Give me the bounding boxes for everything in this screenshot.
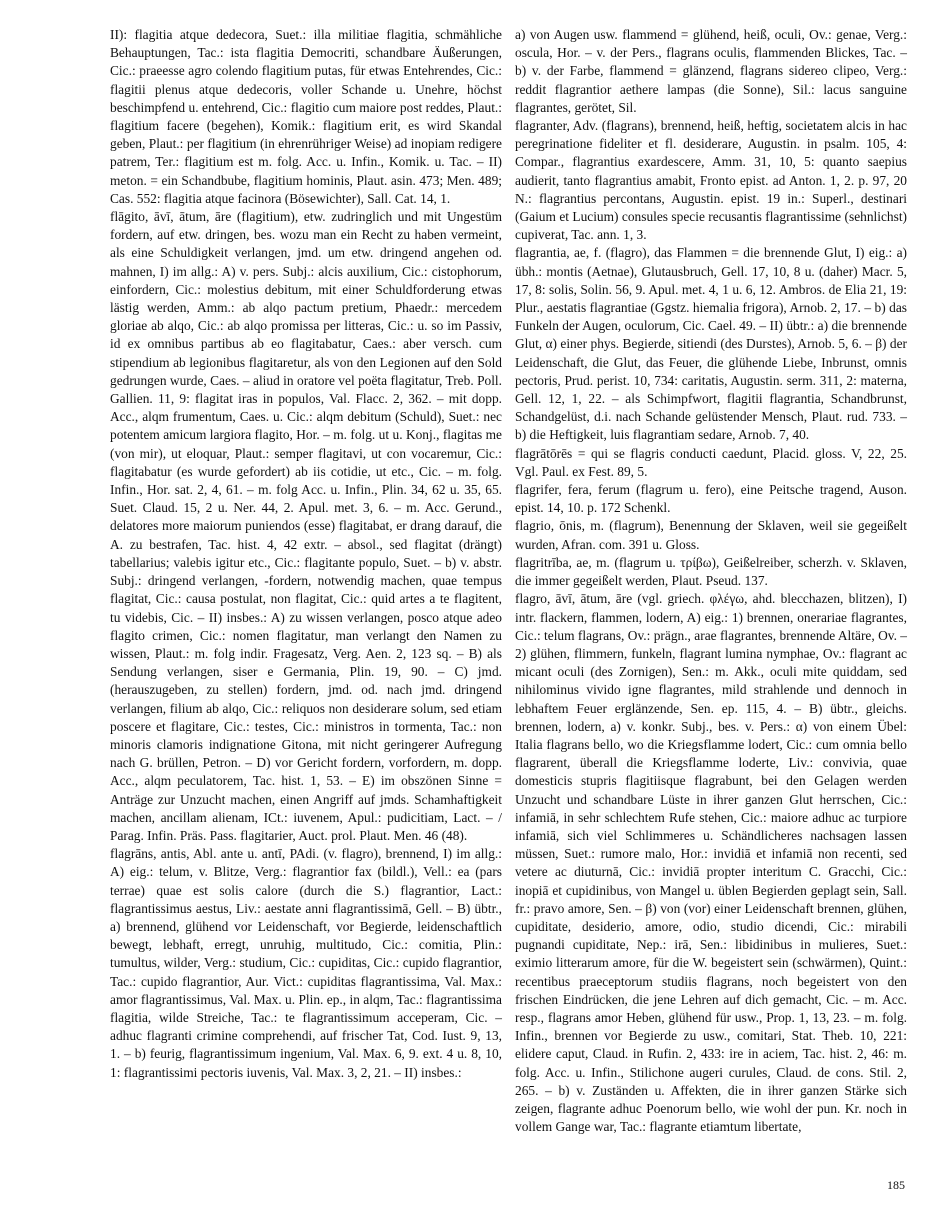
entry-flagrantia: flagrantia, ae, f. (flagro), das Flammen = die brennende Glut, I) eig.: a) übh.: montis (Aetnae), Glutausbruch, Gell. 17, 10, 8 u. (daher) Macr. 5, 17, 8: solis, Solin. 56, 9. Apul. met. 4, 1 u. 6, 12. Ambros. de Elia 21, 19: Plur., aestatis flagrantiae (Ggstz. hiemalia frigora), Arnob. 2, 17. – b) das Funkeln der Augen, oculorum, Cic. Cael. 49. – II) übtr.: a) die brennende Glut, α) einer phys. Begierde, sitiendi (des Durstes), Arnob. 5, 6. – β) der Leidenschaft, die Glut, das Feuer, die glühende Liebe, Inbrunst, omnis pectoris, Prud. perist. 10, 734: caritatis, Augustin. serm. 311, 2: materna, Gell. 12, 1, 22. – als Schimpfwort, flagitii flagrantia, Schandbrunst, Schandgelüst, d.i. nach Schande gelüstender Mensch, Plaut. rud. 733. – b) die Heftigkeit, luis flagrantiam sedare, Arnob. 7, 40. xyxy=(515,245,907,443)
entry-flagito: flāgito, āvī, ātum, āre (flagitium), etw. zudringlich und mit Ungestüm fordern, auf etw. dringen, bes. wozu man ein Recht zu haben vermeint, als eine Schuldigkeit verlangen, jmd. um etw. dringend angehen od. mahnen, I) im allg.: A) v. pers. Subj.: alcis auxilium, Cic.: cistophorum, einfordern, Cic.: molestius debitum, mit einer Schuldforderung etwas lästig werden, Amm.: ab alqo pactum pretium, Phaedr.: mercedem gloriae ab alqo, Cic.: ab alqo promissa per litteras, Cic.: u. so im Passiv, id ex omnibus partibus ab eo flagitabatur, Caes.: aber versch. cum stipendium ab legionibus flagitaretur, als von den Legionen auf den Sold gedrungen wurde, Caes. – aliud in oratore vel poëta flagitatur, Treb. Poll. Gallien. 11, 9: flagitat iras in populos, Val. Flacc. 2, 362. – mit dopp. Acc., alqm frumentum, Caes. u. Cic.: alqm debitum (Schuld), Suet.: nec potentem amicum largiora flagito, Hor. – m. folg. ut u. Konj., flagitas me (von mir), ut eloquar, Plaut.: semper flagitavi, ut con vocaremur, Cic.: flagitabatur (es wurde gefordert) ab iis cotidie, ut etc., Cic. – m. folg. Infin., Hor. sat. 2, 4, 61. – m. folg Acc. u. Infin., Plin. 34, 62 u. 35, 65. Suet. Claud. 15, 2 u. Ner. 44, 2. Apul. met. 3, 6. – m. Acc. Gerund., delatores more maiorum puniendos (esse) flagitabat, er drang darauf, die A. zu bestrafen, Tac. hist. 4, 42 extr. – absol., sed flagitat (drängt) tabellarius; valebis igitur etc., Cic.: flagitante populo, Suet. – b) v. abstr. Subj.: dringend verlangen, -fordern, notwendig machen, quae tempus flagitat, Cic.: causa postulat, non flagitat, Cic.: quid artes a te flagitent, tu videbis, Cic. – II) insbes.: A) zu wissen verlangen, posco atque adeo flagito crimen, Cic.: nomen flagitatur, man verlangt den Namen zu wissen, Plaut.: m. folg indir. Fragesatz, Verg. Aen. 2, 123 sq. – B) als Sendung verlangen, siser e Germania, Plin. 19, 90. – C) jmd. (herauszugeben, zu stellen) fordern, jmd. od. nach jmd. dringend verlangen, filium ab alqo, Cic.: reliquos non desiderare solum, sed etiam poscere et flagitare, Cic.: testes, Cic.: ministros in tormenta, Tac.: non minoris clamoris indignatione Gitona, mit nicht geringerer Aufregung nach G. brüllen, Petron. – D) vor Gericht fordern, vorfordern, m. dopp. Acc., alqm peculatorem, Tac. hist. 1, 53. – E) im obszönen Sinne = Anträge zur Unzucht machen, einen Angriff auf jmds. Schamhaftigkeit machen, ancillam alienam, ICt.: iuvenem, Apul.: pudicitiam, Lact. – / Parag. Infin. Präs. Pass. flagitarier, Auct. prol. Plaut. Men. 46 (48). xyxy=(110,209,502,843)
entry-flagritriba: flagritrība, ae, m. (flagrum u. τρίβω), Geißelreiber, scherzh. v. Sklaven, die immer gegeißelt werden, Plaut. Pseud. 137. xyxy=(515,554,907,589)
entry-flagrifer: flagrifer, fera, ferum (flagrum u. fero), eine Peitsche tragend, Auson. epist. 14, 10. p. 172 Schenkl. xyxy=(515,482,907,516)
right-column xyxy=(515,26,907,1136)
entry-flagrans: flagrāns, antis, Abl. ante u. antī, PAdi. (v. flagro), brennend, I) im allg.: A) eig.: telum, v. Blitze, Verg.: flagrantior fax (bildl.), Vell.: ea (pars terrae) quae est solis calore (durch die S.) flagrantior, Lact.: flagrantissimus aestus, Liv.: aestate anni flagrantissimā, Gell. – B) übtr., a) brennend, glühend vor Leidenschaft, vor Begierde, leidenschaftlich bewegt, lebhaft, erregt, unruhig, multitudo, Cic.: comitia, Plin.: tumultus, wilder, Verg.: studium, Cic.: cupiditas, Cic.: cupido flagrantior, Tac.: cupido flagrantior, Aur. Vict.: cupiditas flagrantissima, Val. Max.: amor flagrantissimus, Val. Max. u. Plin. ep., in alqm, Tac.: flagrantissima flagitia, wilde Streiche, Tac.: te flagrantissimum acceperam, Cic. – adhuc flagranti crimine comprehendi, auf frischer Tat, Cod. Iust. 9, 13, 1. – b) feurig, flagrantissimum ingenium, Val. Max. 6, 9. ext. 4 u. 8, 10, 1: flagrantissimi pectoris iuvenis, Val. Max. 3, 2, 21. – II) insbes.: xyxy=(110,846,502,1080)
entry-flagrans-cont: a) von Augen usw. flammend = glühend, heiß, oculi, Ov.: genae, Verg.: oscula, Hor. – v. der Pers., flagrans oculis, flammenden Blickes, Tac. – b) v. der Farbe, flammend = glänzend, flagrans sidereo clipeo, Verg.: reddit flagrantior aethere lampas (die Sonne), Sil.: lacus sanguine flagrantes, gerötet, Sil. xyxy=(515,27,907,115)
entry-flagro: flagro, āvī, ātum, āre (vgl. griech. φλέγω, ahd. blecchazen, blitzen), I) intr. flackern, flammen, lodern, A) eig.: 1) brennen, onerariae flagrantes, Cic.: telum flagrans, Ov.: prägn., arae flagrantes, brennende Altäre, Ov. – 2) glühen, flimmern, funkeln, flagrant lumina nymphae, Ov.: flagrant ac micant oculi (des Zornigen), Sen.: m. Akk., oculi mite quiddam, sed nihilominus vivido igne flagrantes, mild strahlende und dennoch in lebhaftem Feuer erglänzende, Sen. ep. 115, 4. – B) übtr., gleichs. brennen, lodern, a) v. konkr. Subj., bes. v. Pers.: α) von einem Übel: Italia flagrans bello, wo die Kriegsflamme lodert, Cic.: cum omnia bello flagrarent, überall die Kriegsflamme loderte, Liv.: convivia, quae domesticis stupris flagitiisque flagrabunt, bei den Gelagen werden Unzucht und schandbare Lüste in ihrer ganzen Glut herrschen, Cic.: infamiā, in sehr schlechtem Rufe stehen, Cic.: maiore adhuc ac turpiore infamiā, sich viel Schlimmeres u. Schändlicheres nachsagen lassen müssen, Suet.: rumore malo, Hor.: invidiā et infamiā non recenti, sed vetere ac diuturnā, Cic.: invidiā propter interitum C. Gracchi, Cic.: inopiā et cupidinibus, von Mangel u. üblen Begierden geplagt sein, Sall. fr.: pravo amore, Sen. – β) von (vor) einer Leidenschaft brennen, glühen, cupiditate, desiderio, amore, odio, studio dicendi, Cic.: mirabili pugnandi cupiditate, Nep.: irā, Sen.: libidinibus in mulieres, Suet.: eximio litterarum amore, für die W. begeistert sein (schwärmen), Quint.: recentibus praeceptorum studiis flagrans, noch begeistert von den frischen Eindrücken, die jene Lehren auf dich gemacht, Cic. – m. Acc. resp., flagrans amor Heben, glühend für usw., Prop. 1, 13, 23. – m. folg. Infin., brennen vor Begierde zu usw., comitari, Stat. Theb. 10, 221: elidere caput, Claud. in Rufin. 2, 433: ire in aciem, Tac. hist. 2, 46: m. folg. Acc. u. Infin., Stilichone augeri curules, Claud. de cons. Stil. 2, 265. – b) v. Zuständen u. Affekten, die in ihrer ganzen Stärke sich zeigen, flagrante adhuc Poenorum bello, wie wohl der pun. Kr. noch in vollem Gange war, Tac.: flagrante etiamtum libertate, xyxy=(515,591,907,1135)
entry-flagitium-end: II): flagitia atque dedecora, Suet.: illa militiae flagitia, schmähliche Behauptungen, Tac.: ista flagitia Democriti, schandbare Äußerungen, Cic.: praeesse agro colendo flagitium putas, für etwas Entehrendes, Cic.: flagitii plenus atque dedecoris, voller Schande u. Unehre, höchst beschimpfend u. entehrend, Cic.: flagitio cum maiore post reddes, Plaut.: flagitium facere (begehen), Komik.: flagitium erit, es wird Skandal geben, Plaut.: per flagitium (in ehrenrühriger Weise) ad inopiam redigere patrem, Ter.: flagitium est m. folg. Acc. u. Infin., Komik. u. Tac. – II) meton. = ein Schandbube, flagitium hominis, Plaut. asin. 473; Men. 489; Cas. 552: flagitia atque facinora (Bösewichter), Sall. Cat. 14, 1. xyxy=(110,27,502,206)
entry-flagranter: flagranter, Adv. (flagrans), brennend, heiß, heftig, societatem alcis in hac peregrinatione fideliter et fl. desiderare, Augustin. in psalm. 105, 4: Compar., flagrantius exardescere, Amm. 31, 10, 5: quanto saepius audierit, tanto flagrantius amabit, Fronto epist. ad Anton. 1, 2. p. 97, 20 N.: flagrantius percontans, Augustin. epist. 19 in.: Superl., destinari (Gaium et Lucium) consules specie recusantis flagrantissime (sehnlichst) cupiverat, Tac. ann. 1, 3. xyxy=(515,118,907,243)
page-number: 185 xyxy=(887,1178,905,1192)
entry-flagrio: flagrio, ōnis, m. (flagrum), Benennung der Sklaven, weil sie gegeißelt wurden, Afran. com. 391 u. Gloss. xyxy=(515,518,907,552)
entry-flagratores: flagrātōrēs = qui se flagris conducti caedunt, Placid. gloss. V, 22, 25. Vgl. Paul. ex Fest. 89, 5. xyxy=(515,445,907,479)
left-column xyxy=(110,26,502,1082)
